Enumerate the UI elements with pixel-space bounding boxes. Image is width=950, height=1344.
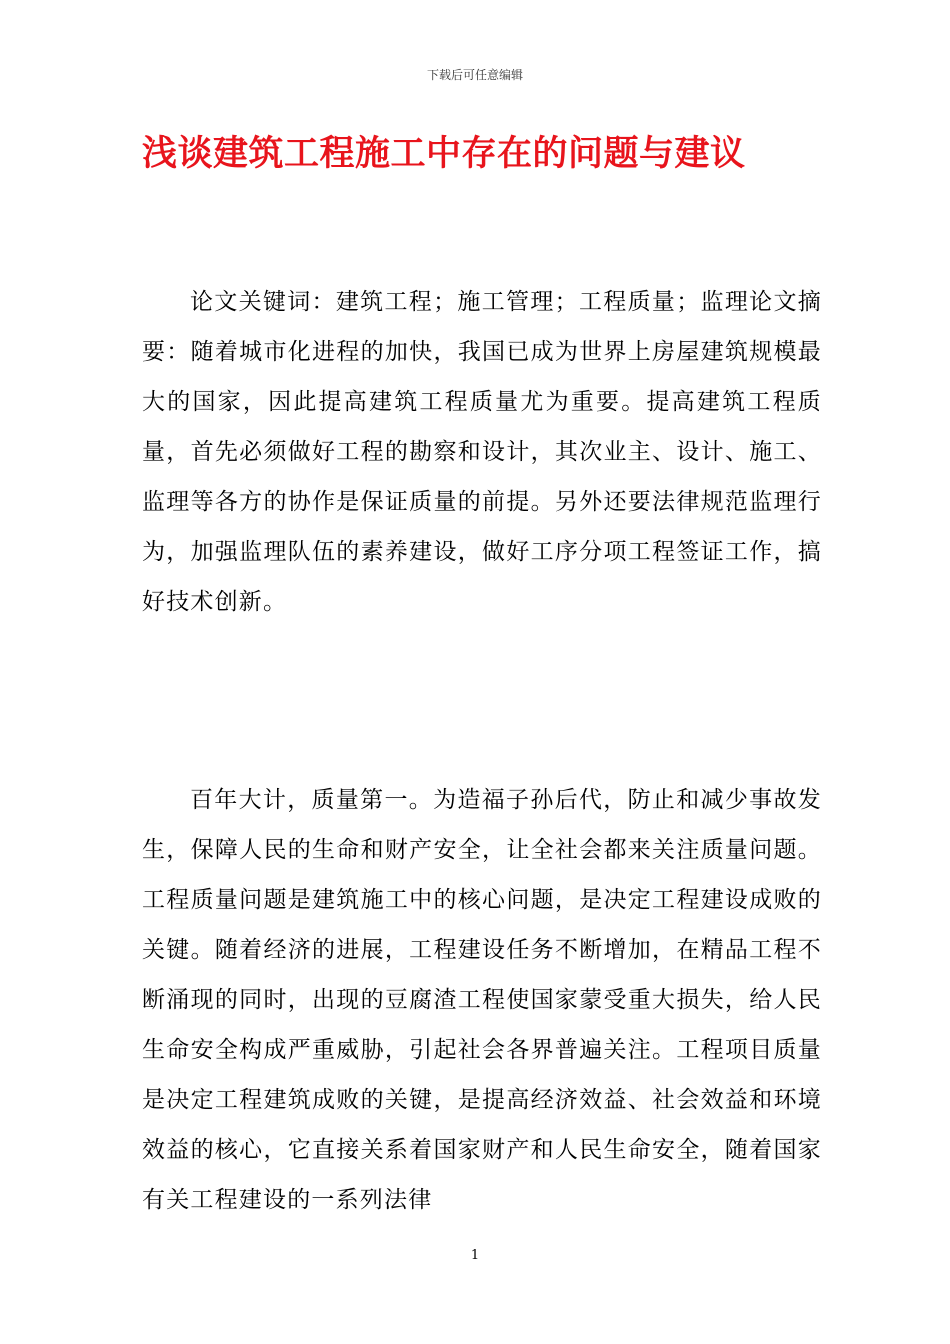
header-note: 下载后可任意编辑 [426, 68, 523, 82]
paragraph-body: 百年大计，质量第一。为造福子孙后代，防止和减少事故发生，保障人民的生命和财产安全，让全社会都来关注质量问题。工程质量问题是建筑施工中的核心问题，是决定工程建设成败的关键。随着经济的进展，工程建设任务不断增加，在精品工程不断涌现的同时，出现的豆腐渣工程使国家蒙受重大损失，给人民生命安全构成严重威胁，引起社会各界普遍关注。工程项目质量是决定工程建筑成败的关键，是提高经济效益、社会效益和环境效益的核心，它直接关系着国家财产和人民生命安全，随着国家有关工程建设的一系列法律 [142, 787, 822, 1213]
document-title: 浅谈建筑工程施工中存在的问题与建议 [142, 134, 746, 174]
page-number: 1 [470, 1248, 480, 1263]
paragraph-keywords-abstract: 论文关键词：建筑工程；施工管理；工程质量；监理论文摘要：随着城市化进程的加快，我国已成为世界上房屋建筑规模最大的国家，因此提高建筑工程质量尤为重要。提高建筑工程质量，首先必须做好工程的勘察和设计，其次业主、设计、施工、监理等各方的协作是保证质量的前提。另外还要法律规范监理行为，加强监理队伍的素养建设，做好工序分项工程签证工作，搞好技术创新。 [142, 289, 822, 615]
